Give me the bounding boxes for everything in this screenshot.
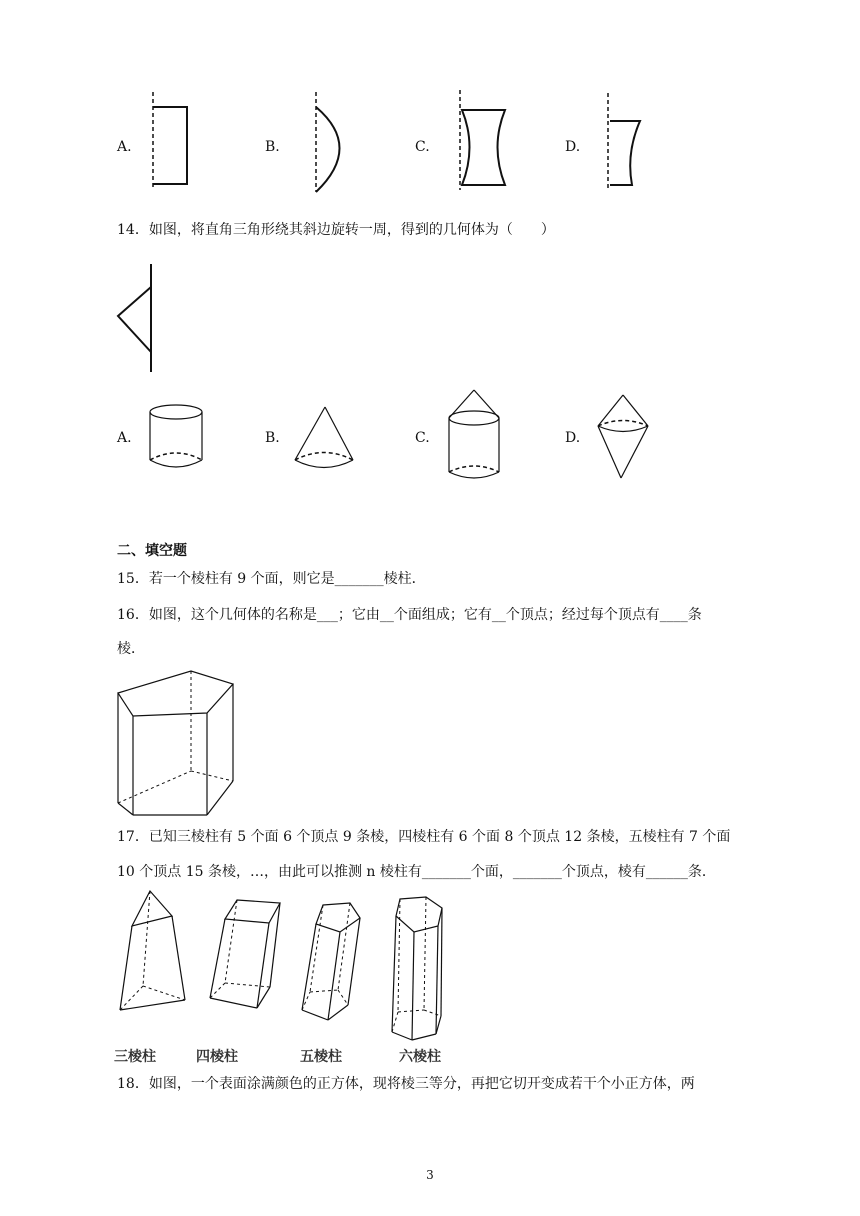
q17-question-line1: 17．已知三棱柱有 5 个面 6 个顶点 9 条棱，四棱柱有 6 个面 8 个顶点 12 条棱，五棱柱有 7 个面	[117, 829, 731, 845]
q14-option-b-label: B.	[265, 430, 280, 446]
caption-pentagonal-prism: 五棱柱	[300, 1049, 342, 1065]
caption-triangular-prism: 三棱柱	[114, 1049, 156, 1065]
q14-option-d-double-cone	[594, 393, 654, 483]
q13-option-b-label: B.	[265, 139, 280, 155]
q14-option-c-cone-cylinder	[445, 388, 505, 484]
q17-pentagonal-prism-figure	[298, 900, 368, 1025]
q14-option-a-label: A.	[117, 430, 132, 446]
q14-triangle-figure	[110, 262, 160, 374]
q14-question-text: 14．如图，将直角三角形绕其斜边旋转一周，得到的几何体为（ ）	[117, 222, 555, 238]
q13-option-a-figure	[145, 92, 195, 192]
q14-option-a-cylinder	[148, 402, 208, 472]
q14-option-b-cone	[292, 405, 358, 470]
q13-option-c-label: C.	[415, 139, 430, 155]
q18-question-text: 18．如图，一个表面涂满颜色的正方体，现将棱三等分，再把它切开变成若干个小正方体，两	[117, 1076, 695, 1092]
caption-hexagonal-prism: 六棱柱	[399, 1049, 441, 1065]
q16-pentagonal-prism-figure	[113, 668, 238, 820]
q13-option-d-label: D.	[565, 139, 581, 155]
q17-question-line2: 10 个顶点 15 条棱，…，由此可以推测 n 棱柱有_______个面，_______个顶点，棱有______条．	[117, 864, 716, 880]
q13-option-d-figure	[600, 93, 650, 195]
q13-option-b-figure	[308, 92, 358, 197]
page-number: 3	[426, 1168, 434, 1182]
q16-question-line1: 16．如图，这个几何体的名称是___；它由__个面组成；它有__个顶点；经过每个顶点有____条	[117, 607, 702, 623]
q17-triangular-prism-figure	[115, 888, 190, 1018]
q15-question-text: 15．若一个棱柱有 9 个面，则它是_______棱柱．	[117, 571, 426, 587]
q16-question-line2: 棱．	[117, 641, 145, 657]
q13-option-c-figure	[452, 90, 512, 195]
q13-option-a-label: A.	[117, 139, 132, 155]
q17-square-prism-figure	[205, 895, 287, 1015]
q14-option-c-label: C.	[415, 430, 430, 446]
caption-square-prism: 四棱柱	[196, 1049, 238, 1065]
q14-option-d-label: D.	[565, 430, 581, 446]
q17-hexagonal-prism-figure	[386, 894, 456, 1044]
section-title-fill-in-blank: 二、填空题	[117, 543, 187, 559]
